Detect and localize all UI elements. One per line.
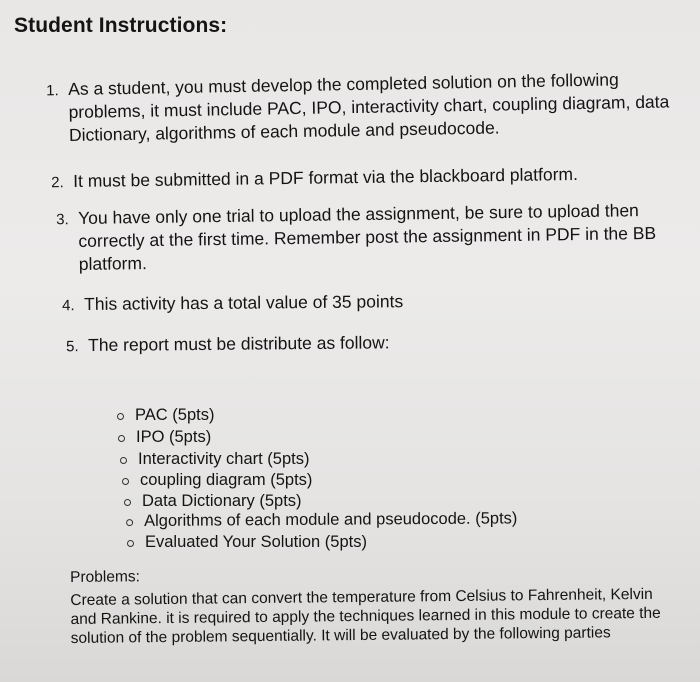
problems-heading: Problems: <box>70 568 140 586</box>
problems-line: and Rankine. it is required to apply the techniques learned in this module to create the <box>70 604 661 628</box>
page-title: Student Instructions: <box>14 14 228 37</box>
instruction-item-1 <box>46 68 670 147</box>
instruction-line: The report must be distribute as follow: <box>88 332 390 355</box>
instruction-line: Dictionary, algorithms of each module and pseudocode. <box>68 117 500 145</box>
instruction-number: 3. <box>56 211 69 229</box>
instruction-line: This activity has a total value of 35 points <box>84 291 404 314</box>
bullet-icon <box>127 540 134 547</box>
bullet-icon <box>124 499 131 506</box>
instruction-line: problems, it must include PAC, IPO, interactivity chart, coupling diagram, data <box>68 91 670 122</box>
list-item: coupling diagram (5pts) <box>140 470 312 490</box>
instruction-line: You have only one trial to upload the assignment, be sure to upload then <box>78 200 639 228</box>
instruction-item-2 <box>51 163 579 193</box>
list-item: IPO (5pts) <box>136 427 211 447</box>
list-item: Interactivity chart (5pts) <box>138 449 309 469</box>
bullet-icon <box>126 519 133 526</box>
bullet-icon <box>117 413 124 420</box>
list-item: Algorithms of each module and pseudocode. (5pts) <box>144 508 517 531</box>
instruction-number: 1. <box>46 82 59 100</box>
problems-line: Create a solution that can convert the temperature from Celsius to Fahrenheit, Kelvin <box>70 585 653 609</box>
bullet-icon <box>120 457 127 464</box>
list-item: Data Dictionary (5pts) <box>142 491 302 511</box>
instruction-item-4 <box>62 290 404 316</box>
instruction-item-5 <box>66 331 390 357</box>
instruction-line: It must be submitted in a PDF format via the blackboard platform. <box>73 163 579 191</box>
problems-line: solution of the problem sequentially. It will be evaluated by the following parties <box>70 624 611 647</box>
instruction-line: platform. <box>78 253 148 274</box>
list-item: PAC (5pts) <box>135 405 214 425</box>
bullet-icon <box>122 478 129 485</box>
instruction-line: correctly at the first time. Remember post the assignment in PDF in the BB <box>78 222 657 251</box>
instruction-line: As a student, you must develop the completed solution on the following <box>68 69 619 99</box>
instruction-number: 2. <box>51 174 64 192</box>
bullet-icon <box>118 435 125 442</box>
instruction-number: 5. <box>66 338 79 356</box>
problems-section <box>70 562 691 648</box>
instruction-item-3 <box>56 199 657 276</box>
list-item: Evaluated Your Solution (5pts) <box>145 532 367 552</box>
instruction-number: 4. <box>62 297 75 315</box>
